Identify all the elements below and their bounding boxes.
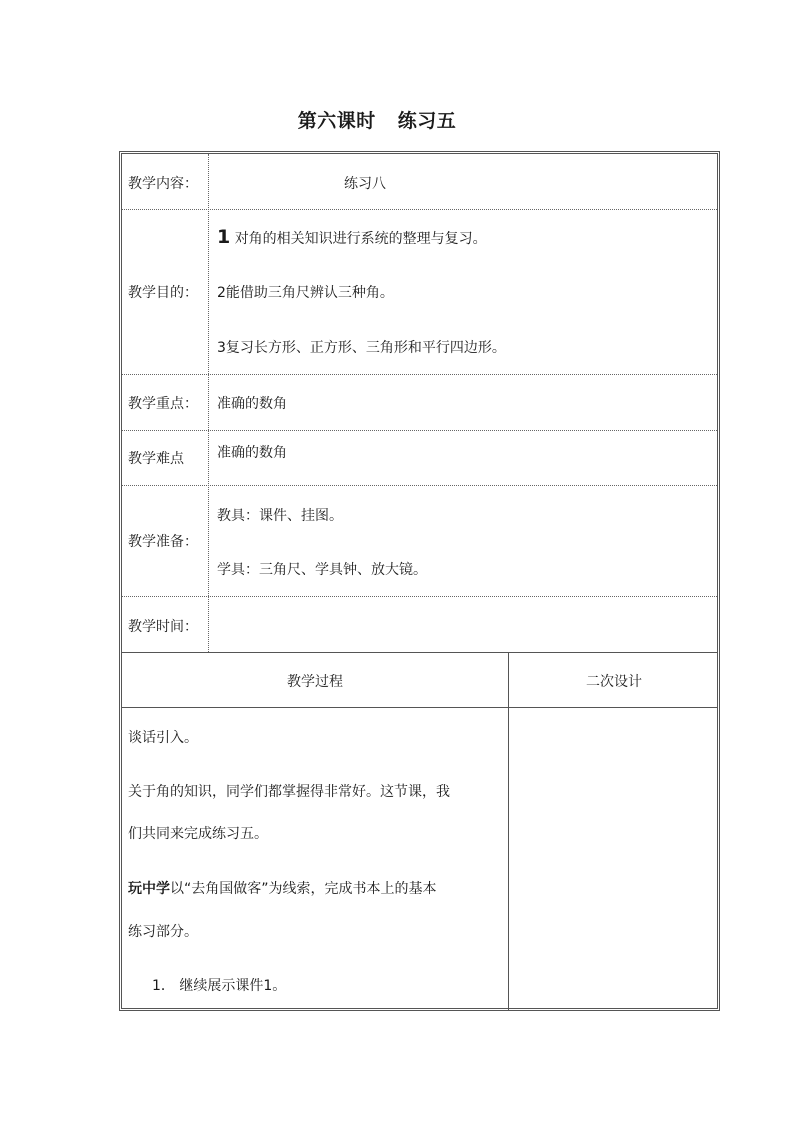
goal-label: 教学目的： [128,285,198,301]
difficult-value: 准确的数角 [217,445,287,461]
title-lesson: 第六课时 [297,110,376,132]
time-label: 教学时间： [128,619,198,635]
goal-2: 2能借助三角尺辨认三种角。 [217,285,394,301]
title-exercise: 练习五 [397,110,457,132]
process-intro: 谈话引入。 [128,730,198,746]
process-paragraph-1-line-2: 们共同来完成练习五。 [128,826,268,842]
row-divider [122,374,717,375]
process-paragraph-2-line-2: 练习部分。 [128,924,198,940]
row-divider [122,707,717,708]
key-label: 教学重点： [128,396,198,412]
process-paragraph-2-text: 以“去角国做客”为线索，完成书本上的基本 [170,881,437,897]
key-value: 准确的数角 [217,396,287,412]
prep-label: 教学准备： [128,534,198,550]
lesson-plan-table [119,151,720,1011]
redesign-header: 二次设计 [586,674,642,690]
goal-1 [217,226,487,248]
goal-1-number: 1 [217,226,231,248]
goal-3: 3复习长方形、正方形、三角形和平行四边形。 [217,340,506,356]
row-divider [122,209,717,210]
prep-student: 学具：三角尺、学具钟、放大镜。 [217,562,427,578]
content-label: 教学内容： [128,176,198,192]
content-value: 练习八 [344,176,386,192]
row-divider [122,430,717,431]
process-step-1: 1． 继续展示课件1。 [152,978,287,994]
prep-teacher: 教具：课件、挂图。 [217,508,343,524]
row-divider [122,596,717,597]
process-paragraph-2-line-1 [128,878,437,898]
process-paragraph-1-line-1: 关于角的知识，同学们都掌握得非常好。这节课，我 [128,784,450,800]
process-column-divider [508,652,509,1010]
page-title [0,106,754,133]
row-divider [122,652,717,653]
difficult-label: 教学难点 [128,451,184,467]
goal-1-text: 对角的相关知识进行系统的整理与复习。 [234,231,487,247]
label-column-divider [208,154,209,652]
row-divider [122,485,717,486]
process-header: 教学过程 [287,674,343,690]
play-learn-term: 玩中学 [128,881,170,897]
